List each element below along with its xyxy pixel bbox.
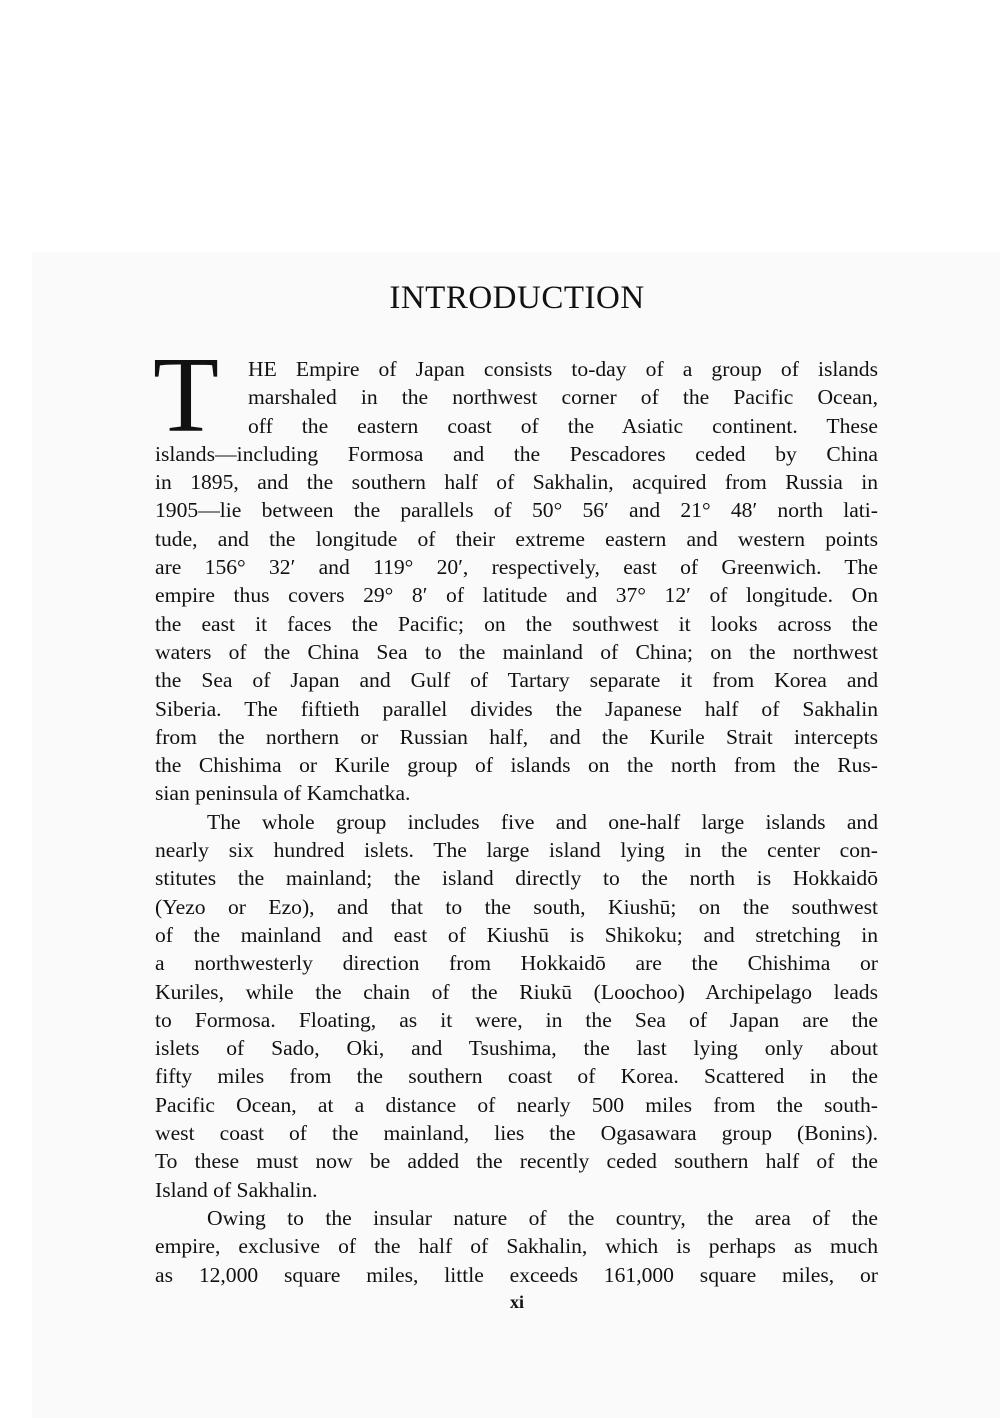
- text-line: tude, and the longitude of their extreme eastern and western points: [155, 526, 878, 551]
- text-line: nearly six hundred islets. The large island lying in the center con-: [155, 838, 878, 863]
- text-line: off the eastern coast of the Asiatic continent. These: [248, 413, 878, 438]
- text-line: as 12,000 square miles, little exceeds 161,000 square miles, or: [155, 1262, 878, 1287]
- paragraph: [155, 808, 878, 1204]
- text-line: Kuriles, while the chain of the Riukū (Loochoo) Archipelago leads: [155, 979, 878, 1004]
- body-text: [155, 355, 878, 1289]
- drop-cap: T: [153, 336, 219, 455]
- text-line: islands—including Formosa and the Pescadores ceded by China: [155, 441, 878, 466]
- text-line: Owing to the insular nature of the country, the area of the: [207, 1205, 878, 1230]
- text-line: islets of Sado, Oki, and Tsushima, the last lying only about: [155, 1036, 878, 1061]
- text-line: Siberia. The fiftieth parallel divides the Japanese half of Sakhalin: [155, 696, 878, 721]
- text-line: 1905—lie between the parallels of 50° 56′ and 21° 48′ north lati-: [155, 498, 878, 523]
- paragraph: [155, 355, 878, 808]
- text-line: a northwesterly direction from Hokkaidō are the Chishima or: [155, 951, 878, 976]
- text-line: empire, exclusive of the half of Sakhalin, which is perhaps as much: [155, 1234, 878, 1259]
- text-line: are 156° 32′ and 119° 20′, respectively, east of Greenwich. The: [155, 555, 878, 580]
- page-number: xi: [509, 1292, 524, 1312]
- text-line: from the northern or Russian half, and the Kurile Strait intercepts: [155, 724, 878, 749]
- paragraph: [155, 1204, 878, 1289]
- text-line: waters of the China Sea to the mainland of China; on the northwest: [155, 639, 878, 664]
- text-line: in 1895, and the southern half of Sakhalin, acquired from Russia in: [155, 470, 878, 495]
- text-line: sian peninsula of Kamchatka.: [155, 781, 411, 806]
- text-line: (Yezo or Ezo), and that to the south, Kiushū; on the southwest: [155, 894, 878, 919]
- text-line: the east it faces the Pacific; on the southwest it looks across the: [155, 611, 878, 636]
- text-line: Island of Sakhalin.: [155, 1177, 318, 1202]
- text-line: fifty miles from the southern coast of Korea. Scattered in the: [155, 1064, 878, 1089]
- text-line: the Sea of Japan and Gulf of Tartary separate it from Korea and: [155, 668, 878, 693]
- text-line: of the mainland and east of Kiushū is Shikoku; and stretching in: [155, 922, 878, 947]
- text-line: Pacific Ocean, at a distance of nearly 500 miles from the south-: [155, 1092, 878, 1117]
- text-line: the Chishima or Kurile group of islands on the north from the Rus-: [155, 753, 878, 778]
- text-line: to Formosa. Floating, as it were, in the Sea of Japan are the: [155, 1007, 878, 1032]
- text-line: To these must now be added the recently ceded southern half of the: [155, 1149, 878, 1174]
- text-line: The whole group includes five and one-half large islands and: [207, 809, 878, 834]
- text-line: marshaled in the northwest corner of the Pacific Ocean,: [248, 385, 878, 410]
- text-line: west coast of the mainland, lies the Ogasawara group (Bonins).: [155, 1121, 878, 1146]
- chapter-title: INTRODUCTION: [389, 280, 645, 316]
- text-line: empire thus covers 29° 8′ of latitude and 37° 12′ of longitude. On: [155, 583, 878, 608]
- text-line: stitutes the mainland; the island directly to the north is Hokkaidō: [155, 866, 878, 891]
- text-line: HE Empire of Japan consists to-day of a group of islands: [248, 357, 878, 381]
